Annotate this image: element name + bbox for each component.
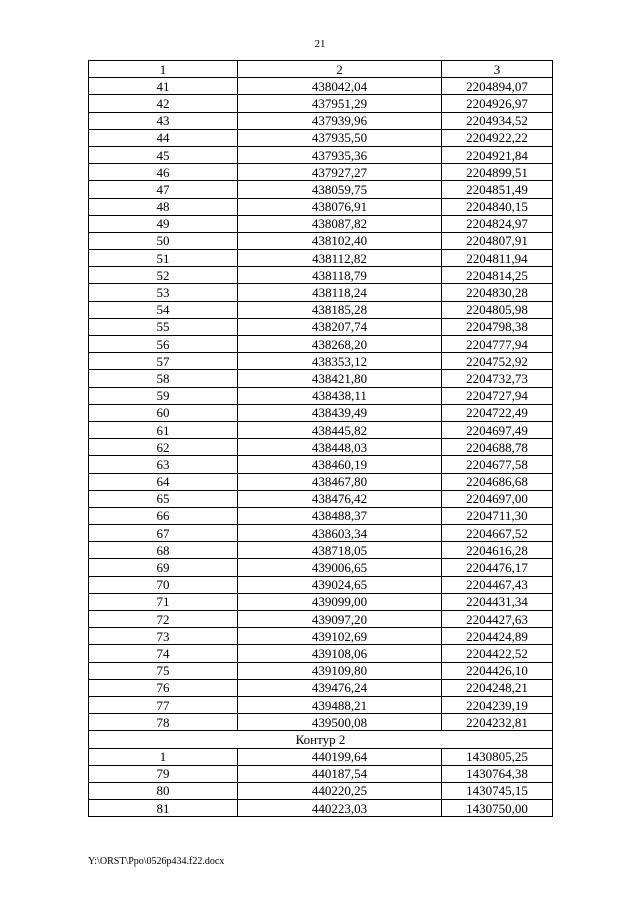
- cell-y: 2204422,52: [442, 645, 553, 662]
- cell-y: 2204424,89: [442, 628, 553, 645]
- cell-y: 2204677,58: [442, 456, 553, 473]
- cell-point-number: 74: [89, 645, 238, 662]
- cell-y: 2204426,10: [442, 662, 553, 679]
- table-header-row: [89, 61, 553, 78]
- table-row: [89, 714, 553, 731]
- cell-y: 2204697,00: [442, 490, 553, 507]
- table-row: [89, 421, 553, 438]
- cell-y: 1430745,15: [442, 782, 553, 799]
- cell-x: 438438,11: [238, 387, 442, 404]
- cell-x: 438059,75: [238, 181, 442, 198]
- cell-x: 438603,34: [238, 525, 442, 542]
- cell-point-number: 53: [89, 284, 238, 301]
- cell-x: 439108,06: [238, 645, 442, 662]
- cell-x: 439097,20: [238, 611, 442, 628]
- cell-y: 1430805,25: [442, 748, 553, 765]
- table-row: [89, 782, 553, 799]
- table-row: [89, 456, 553, 473]
- cell-y: 2204811,94: [442, 250, 553, 267]
- cell-y: 2204667,52: [442, 525, 553, 542]
- section-title: Контур 2: [89, 731, 553, 748]
- table-row: [89, 250, 553, 267]
- table-row: [89, 765, 553, 782]
- cell-x: 438207,74: [238, 318, 442, 335]
- cell-point-number: 1: [89, 748, 238, 765]
- cell-x: 438488,37: [238, 507, 442, 524]
- table-row: [89, 318, 553, 335]
- table-row: [89, 232, 553, 249]
- cell-x: 437935,50: [238, 129, 442, 146]
- table-row: [89, 301, 553, 318]
- table-row: [89, 611, 553, 628]
- cell-x: 438268,20: [238, 336, 442, 353]
- cell-point-number: 76: [89, 679, 238, 696]
- cell-y: 2204894,07: [442, 78, 553, 95]
- cell-point-number: 80: [89, 782, 238, 799]
- cell-y: 2204688,78: [442, 439, 553, 456]
- cell-x: 438439,49: [238, 404, 442, 421]
- cell-point-number: 75: [89, 662, 238, 679]
- cell-y: 2204239,19: [442, 696, 553, 713]
- cell-y: 2204926,97: [442, 95, 553, 112]
- cell-y: 2204686,68: [442, 473, 553, 490]
- cell-y: 2204922,22: [442, 129, 553, 146]
- cell-x: 439006,65: [238, 559, 442, 576]
- header-cell-x: 2: [238, 61, 442, 78]
- cell-y: 2204851,49: [442, 181, 553, 198]
- cell-point-number: 78: [89, 714, 238, 731]
- cell-point-number: 48: [89, 198, 238, 215]
- cell-x: 437951,29: [238, 95, 442, 112]
- cell-point-number: 54: [89, 301, 238, 318]
- table-row: [89, 146, 553, 163]
- cell-point-number: 62: [89, 439, 238, 456]
- cell-x: 438185,28: [238, 301, 442, 318]
- cell-point-number: 52: [89, 267, 238, 284]
- cell-point-number: 59: [89, 387, 238, 404]
- cell-point-number: 51: [89, 250, 238, 267]
- header-cell-y: 3: [442, 61, 553, 78]
- cell-y: 2204232,81: [442, 714, 553, 731]
- cell-x: 438076,91: [238, 198, 442, 215]
- cell-x: 440199,64: [238, 748, 442, 765]
- table-row: [89, 336, 553, 353]
- cell-x: 438102,40: [238, 232, 442, 249]
- cell-y: 2204899,51: [442, 164, 553, 181]
- table-row: [89, 267, 553, 284]
- table-row: [89, 439, 553, 456]
- cell-x: 439109,80: [238, 662, 442, 679]
- cell-x: 439099,00: [238, 593, 442, 610]
- table-row: [89, 800, 553, 817]
- cell-x: 438112,82: [238, 250, 442, 267]
- cell-point-number: 46: [89, 164, 238, 181]
- cell-point-number: 60: [89, 404, 238, 421]
- cell-point-number: 44: [89, 129, 238, 146]
- cell-point-number: 41: [89, 78, 238, 95]
- cell-point-number: 69: [89, 559, 238, 576]
- cell-point-number: 56: [89, 336, 238, 353]
- table-row: [89, 662, 553, 679]
- table-row: [89, 78, 553, 95]
- cell-y: 2204248,21: [442, 679, 553, 696]
- cell-x: 438042,04: [238, 78, 442, 95]
- cell-y: 2204616,28: [442, 542, 553, 559]
- table-row: [89, 284, 553, 301]
- table-row: [89, 404, 553, 421]
- table-row: [89, 576, 553, 593]
- cell-y: 2204752,92: [442, 353, 553, 370]
- cell-point-number: 55: [89, 318, 238, 335]
- table-row: [89, 696, 553, 713]
- cell-x: 439500,08: [238, 714, 442, 731]
- cell-y: 2204807,91: [442, 232, 553, 249]
- cell-point-number: 73: [89, 628, 238, 645]
- cell-x: 438467,80: [238, 473, 442, 490]
- cell-x: 438087,82: [238, 215, 442, 232]
- table-row: [89, 748, 553, 765]
- cell-x: 438448,03: [238, 439, 442, 456]
- coordinates-table-body: [89, 61, 553, 817]
- page-number: 21: [314, 38, 326, 50]
- cell-y: 2204431,34: [442, 593, 553, 610]
- cell-x: 438421,80: [238, 370, 442, 387]
- cell-y: 2204824,97: [442, 215, 553, 232]
- cell-point-number: 61: [89, 421, 238, 438]
- table-row: [89, 593, 553, 610]
- cell-point-number: 47: [89, 181, 238, 198]
- cell-x: 439476,24: [238, 679, 442, 696]
- table-row: [89, 353, 553, 370]
- cell-point-number: 58: [89, 370, 238, 387]
- cell-y: 2204921,84: [442, 146, 553, 163]
- cell-y: 2204805,98: [442, 301, 553, 318]
- cell-y: 2204934,52: [442, 112, 553, 129]
- table-row: [89, 181, 553, 198]
- cell-point-number: 65: [89, 490, 238, 507]
- cell-y: 2204830,28: [442, 284, 553, 301]
- table-row: [89, 112, 553, 129]
- cell-point-number: 71: [89, 593, 238, 610]
- table-row: [89, 679, 553, 696]
- cell-x: 438718,05: [238, 542, 442, 559]
- cell-x: 438353,12: [238, 353, 442, 370]
- table-row: [89, 387, 553, 404]
- cell-x: 437939,96: [238, 112, 442, 129]
- table-row: [89, 473, 553, 490]
- table-row: [89, 645, 553, 662]
- table-row: [89, 164, 553, 181]
- cell-x: 438118,24: [238, 284, 442, 301]
- coordinates-table: [88, 60, 553, 817]
- cell-x: 439488,21: [238, 696, 442, 713]
- cell-point-number: 50: [89, 232, 238, 249]
- cell-point-number: 70: [89, 576, 238, 593]
- cell-y: 2204732,73: [442, 370, 553, 387]
- cell-y: 2204476,17: [442, 559, 553, 576]
- cell-point-number: 68: [89, 542, 238, 559]
- cell-y: 1430764,38: [442, 765, 553, 782]
- table-row: [89, 542, 553, 559]
- cell-x: 438445,82: [238, 421, 442, 438]
- cell-y: 2204840,15: [442, 198, 553, 215]
- cell-point-number: 43: [89, 112, 238, 129]
- cell-x: 440220,25: [238, 782, 442, 799]
- cell-x: 440223,03: [238, 800, 442, 817]
- table-row: [89, 507, 553, 524]
- table-row: [89, 525, 553, 542]
- cell-y: 2204727,94: [442, 387, 553, 404]
- table-row: [89, 129, 553, 146]
- cell-x: 439024,65: [238, 576, 442, 593]
- cell-point-number: 63: [89, 456, 238, 473]
- table-row: [89, 628, 553, 645]
- cell-point-number: 67: [89, 525, 238, 542]
- cell-y: 2204722,49: [442, 404, 553, 421]
- section-header-row: [89, 731, 553, 748]
- cell-x: 438476,42: [238, 490, 442, 507]
- cell-point-number: 81: [89, 800, 238, 817]
- cell-point-number: 45: [89, 146, 238, 163]
- table-row: [89, 490, 553, 507]
- cell-point-number: 49: [89, 215, 238, 232]
- cell-y: 2204427,63: [442, 611, 553, 628]
- cell-x: 440187,54: [238, 765, 442, 782]
- cell-point-number: 64: [89, 473, 238, 490]
- table-row: [89, 95, 553, 112]
- cell-y: 2204798,38: [442, 318, 553, 335]
- cell-point-number: 57: [89, 353, 238, 370]
- header-cell-point-number: 1: [89, 61, 238, 78]
- cell-y: 2204697,49: [442, 421, 553, 438]
- cell-point-number: 42: [89, 95, 238, 112]
- cell-point-number: 66: [89, 507, 238, 524]
- cell-point-number: 72: [89, 611, 238, 628]
- cell-y: 1430750,00: [442, 800, 553, 817]
- cell-y: 2204777,94: [442, 336, 553, 353]
- cell-point-number: 77: [89, 696, 238, 713]
- cell-point-number: 79: [89, 765, 238, 782]
- cell-y: 2204814,25: [442, 267, 553, 284]
- cell-x: 439102,69: [238, 628, 442, 645]
- cell-y: 2204467,43: [442, 576, 553, 593]
- cell-y: 2204711,30: [442, 507, 553, 524]
- cell-x: 437927,27: [238, 164, 442, 181]
- cell-x: 438118,79: [238, 267, 442, 284]
- table-row: [89, 198, 553, 215]
- cell-x: 438460,19: [238, 456, 442, 473]
- table-row: [89, 215, 553, 232]
- footer-file-path: Y:\ORST\Ppo\0526p434.f22.docx: [88, 856, 225, 867]
- table-row: [89, 370, 553, 387]
- cell-x: 437935,36: [238, 146, 442, 163]
- table-row: [89, 559, 553, 576]
